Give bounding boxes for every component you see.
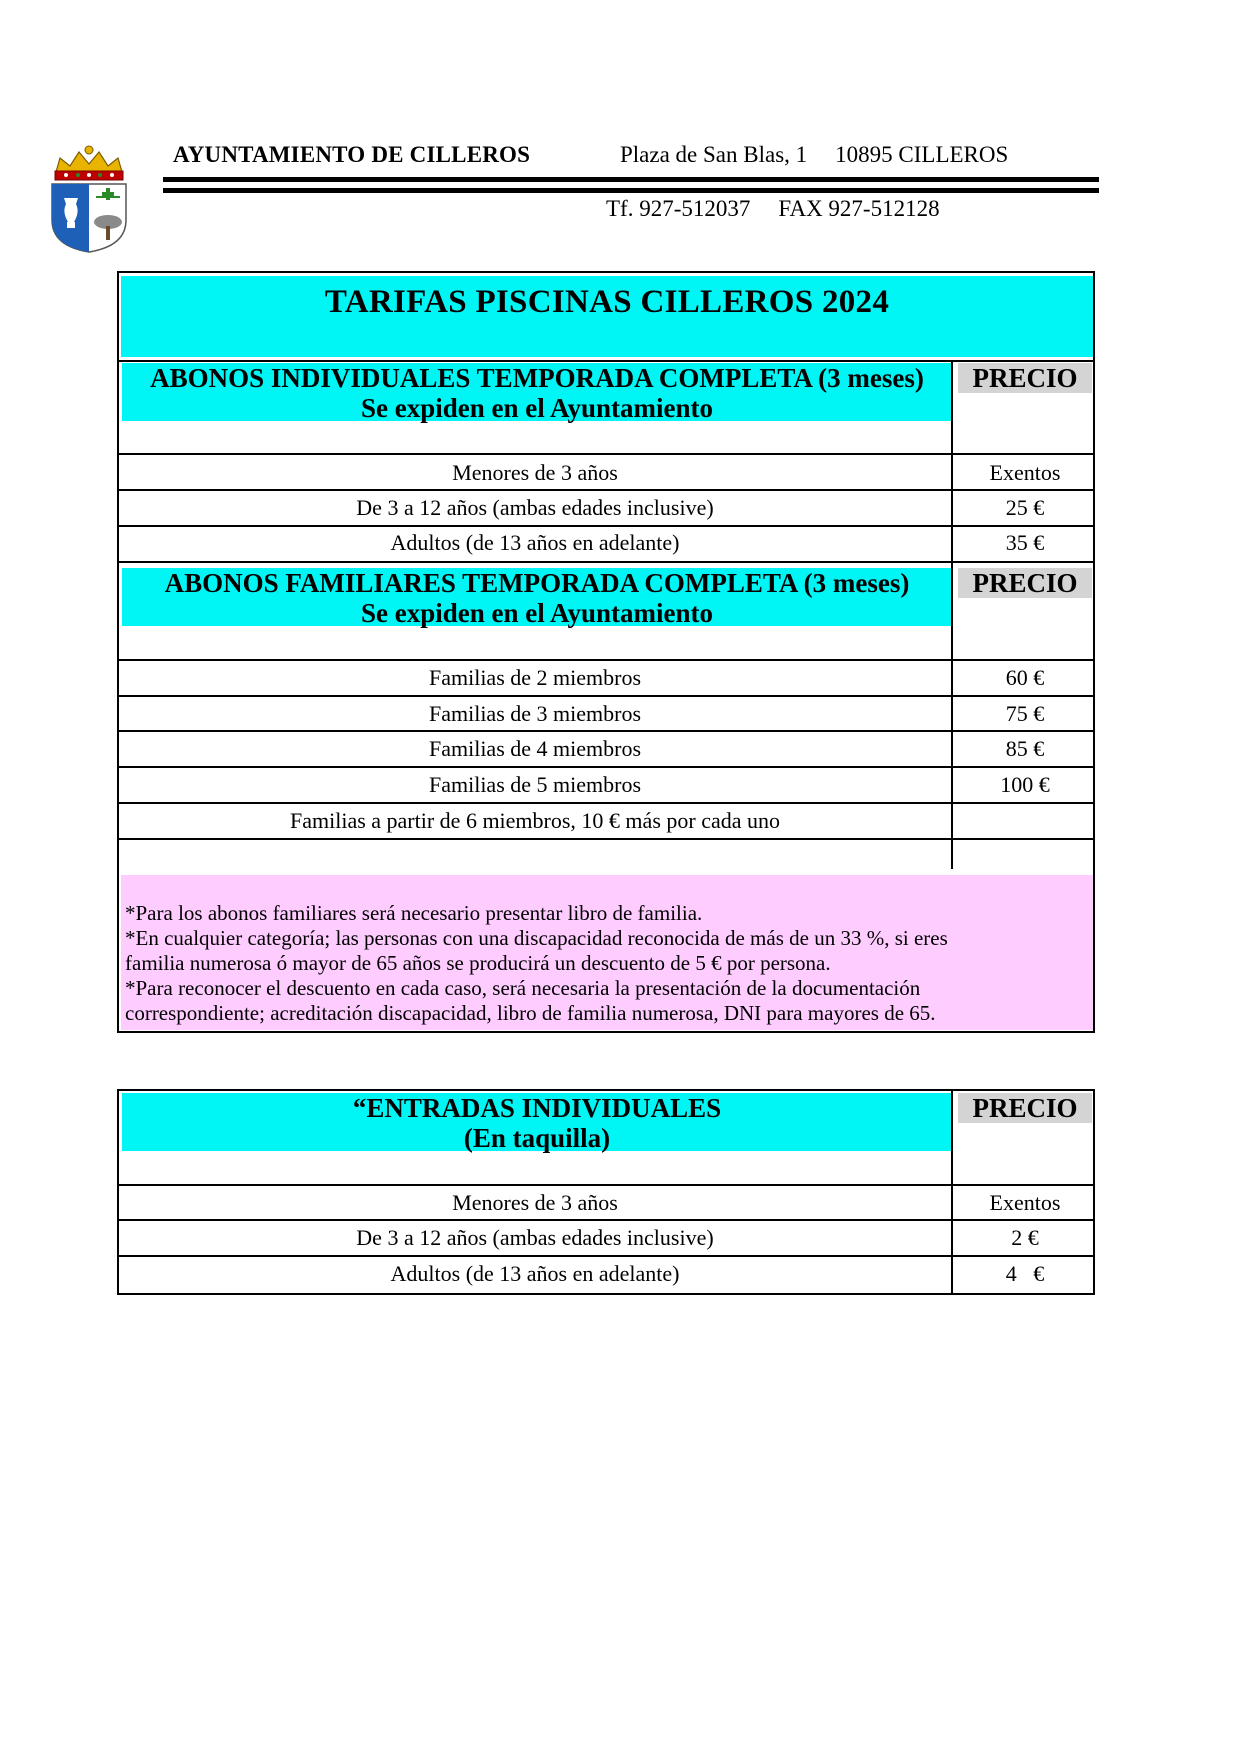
individuales-price-header: PRECIO (958, 363, 1092, 393)
individuales-heading: ABONOS INDIVIDUALES TEMPORADA COMPLETA (3 meses) (150, 363, 924, 393)
divider (119, 1184, 1093, 1186)
familiares-row-price: 75 € (1005, 701, 1045, 726)
entradas-header (122, 1093, 952, 1151)
familiares-row-price: 60 € (1005, 665, 1045, 690)
divider (119, 1219, 1093, 1221)
entradas-row-label: De 3 a 12 años (ambas edades inclusive) (356, 1225, 714, 1250)
entradas-row-label: Adultos (de 13 años en adelante) (390, 1261, 680, 1286)
divider (119, 838, 1093, 840)
rates-table (117, 271, 1095, 1033)
organization-address (620, 142, 1008, 168)
familiares-row-price: 85 € (1005, 736, 1045, 761)
entradas-table (117, 1089, 1095, 1295)
divider (119, 802, 1093, 804)
divider (119, 659, 1093, 661)
entradas-row-label: Menores de 3 años (452, 1190, 618, 1215)
notes-box (121, 875, 1093, 1030)
individuales-row-price: 35 € (1005, 530, 1045, 555)
familiares-row-label: Familias de 5 miembros (428, 772, 642, 797)
postal-city: 10895 CILLEROS (835, 142, 1009, 167)
individuales-row-label: De 3 a 12 años (ambas edades inclusive) (356, 495, 714, 520)
note-line: *Para los abonos familiares será necesario presentar libro de familia. (125, 901, 703, 925)
familiares-subheading: Se expiden en el Ayuntamiento (360, 598, 713, 628)
divider (119, 730, 1093, 732)
page-title: TARIFAS PISCINAS CILLEROS 2024 (121, 276, 1093, 357)
entradas-row-price: Exentos (989, 1190, 1061, 1215)
familiares-row-label: Familias de 3 miembros (428, 701, 642, 726)
street-address: Plaza de San Blas, 1 (620, 142, 808, 167)
entradas-row-price: 4 € (1005, 1261, 1045, 1286)
entradas-subheading: (En taquilla) (463, 1123, 611, 1153)
phone-number: Tf. 927-512037 (606, 196, 751, 221)
familiares-row-label: Familias de 4 miembros (428, 736, 642, 761)
organization-contact (606, 196, 940, 222)
entradas-row-price: 2 € (1011, 1225, 1039, 1250)
individuales-row-price: Exentos (989, 460, 1061, 485)
header-rule-bottom (163, 188, 1099, 193)
familiares-row-price: 100 € (1000, 772, 1050, 797)
familiares-price-header: PRECIO (958, 568, 1092, 598)
divider (119, 561, 1093, 563)
organization-name: AYUNTAMIENTO DE CILLEROS (173, 142, 531, 167)
entradas-heading: “ENTRADAS INDIVIDUALES (352, 1093, 722, 1123)
divider (119, 360, 1093, 362)
note-line: *En cualquier categoría; las personas con una discapacidad reconocida de más de un 33 %, si eres (125, 926, 948, 950)
familiares-heading: ABONOS FAMILIARES TEMPORADA COMPLETA (3 meses) (164, 568, 910, 598)
coat-of-arms-icon (46, 142, 132, 254)
divider (119, 1255, 1093, 1257)
individuales-row-price: 25 € (1005, 495, 1045, 520)
note-line: correspondiente; acreditación discapacidad, libro de familia numerosa, DNI para mayores de 65. (125, 1001, 936, 1025)
familiares-row-label: Familias de 2 miembros (428, 665, 642, 690)
divider (119, 695, 1093, 697)
familiares-row-label: Familias a partir de 6 miembros, 10 € más por cada uno (290, 808, 780, 833)
fax-number: FAX 927-512128 (778, 196, 940, 221)
entradas-price-header: PRECIO (958, 1093, 1092, 1123)
header-rule-top (163, 177, 1099, 182)
individuales-row-label: Menores de 3 años (452, 460, 618, 485)
individuales-header (122, 363, 952, 421)
individuales-subheading: Se expiden en el Ayuntamiento (360, 393, 713, 423)
note-line: *Para reconocer el descuento en cada caso, será necesaria la presentación de la documentación (125, 976, 921, 1000)
divider (119, 766, 1093, 768)
divider (119, 525, 1093, 527)
individuales-row-label: Adultos (de 13 años en adelante) (390, 530, 680, 555)
divider (119, 453, 1093, 455)
divider (119, 489, 1093, 491)
familiares-header (122, 568, 952, 626)
note-line: familia numerosa ó mayor de 65 años se producirá un descuento de 5 € por persona. (125, 951, 831, 975)
